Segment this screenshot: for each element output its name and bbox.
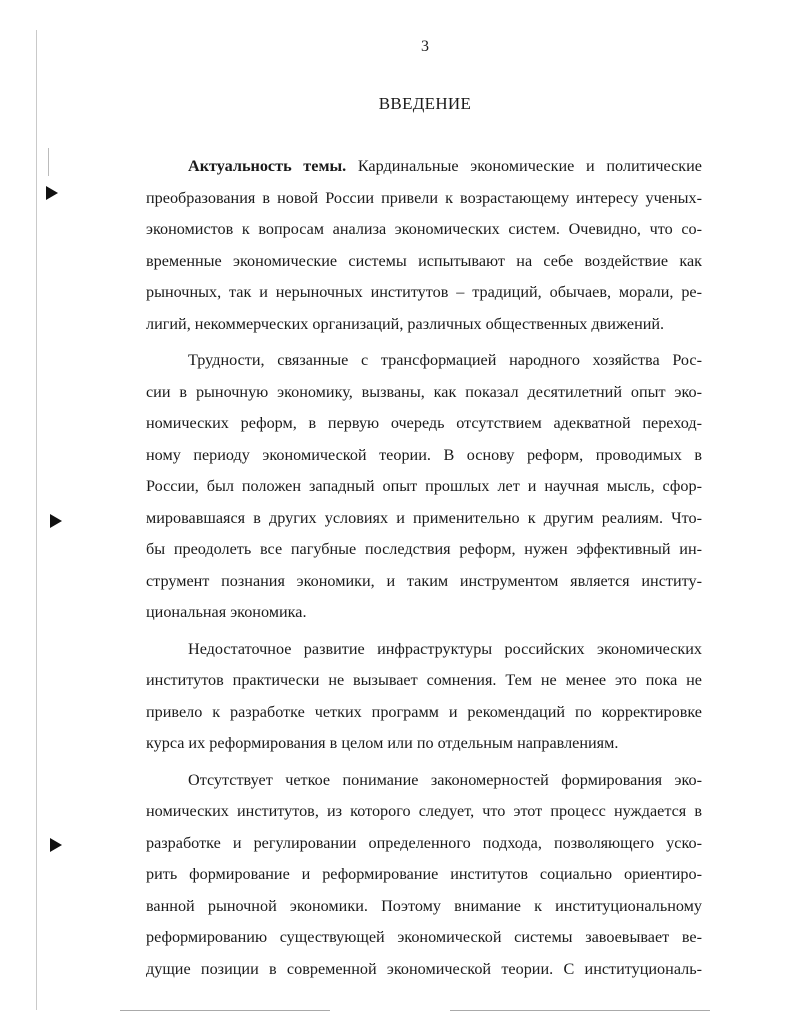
body-text	[146, 151, 702, 985]
paragraph-line: Отсутствует четкое понимание закономерностей формирования эко-	[188, 770, 702, 789]
paragraph-line: экономистов к вопросам анализа экономических систем. Очевидно, что со-	[146, 220, 702, 238]
paragraph-line: преобразования в новой России привели к возрастающему интересу ученых-	[146, 188, 702, 207]
binding-hole-marker	[46, 186, 58, 200]
page-heading: ВВЕДЕНИЕ	[378, 94, 472, 113]
section-lead: Актуальность темы.	[188, 157, 347, 175]
paragraph-line: привело к разработке четких программ и рекомендаций по корректировке	[146, 702, 702, 721]
paragraph-line: номических реформ, в первую очередь отсутствием адекватной переход-	[146, 414, 702, 432]
scan-bottom-rule	[450, 1010, 710, 1011]
paragraph-line: реформированию существующей экономической системы завоевывает ве-	[146, 928, 702, 946]
paragraph-line: струмент познания экономики, и таким инструментом является институ-	[146, 571, 702, 590]
paragraph-line: дущие позиции в современной экономической теории. С институциональ-	[146, 959, 702, 978]
binding-hole-marker	[50, 838, 62, 852]
scan-tick-mark	[48, 148, 49, 176]
paragraph-line: ному периоду экономической теории. В основу реформ, проводимых в	[146, 445, 702, 464]
paragraph-line: временные экономические системы испытывают на себе воздействие как	[146, 251, 702, 270]
paragraph-line: лигий, некоммерческих организаций, различных общественных движений.	[146, 314, 665, 333]
paragraph-line: мировавшаяся в других условиях и применительно к другим реалиям. Что-	[146, 508, 702, 527]
paragraph-line: курса их реформирования в целом или по отдельным направлениям.	[146, 734, 619, 752]
paragraph-line: сии в рыночную экономику, вызваны, как показал десятилетний опыт эко-	[146, 382, 702, 401]
paragraph-line: Актуальность темы. Кардинальные экономические и политические	[188, 157, 702, 175]
paragraph-line: Трудности, связанные с трансформацией народного хозяйства Рос-	[188, 351, 702, 369]
paragraph-line: разработке и регулировании определенного подхода, позволяющего уско-	[146, 833, 702, 852]
paragraph-line: рыночных, так и нерыночных институтов – традиций, обычаев, морали, ре-	[146, 283, 702, 301]
paragraph-line: ванной рыночной экономики. Поэтому внимание к институциональному	[146, 896, 702, 915]
paragraph-line: Недостаточное развитие инфраструктуры российских экономических	[188, 639, 702, 658]
page-number: 3	[421, 38, 429, 55]
paragraph-line: циональная экономика.	[146, 603, 307, 621]
binding-hole-marker	[50, 514, 62, 528]
scan-margin-line	[36, 30, 37, 1010]
paragraph-line: бы преодолеть все пагубные последствия реформ, нужен эффективный ин-	[146, 540, 702, 558]
paragraph-line: рить формирование и реформирование институтов социально ориентиро-	[146, 865, 702, 883]
paragraph-line: России, был положен западный опыт прошлых лет и научная мысль, сфор-	[146, 477, 702, 495]
paragraph-line: институтов практически не вызывает сомнения. Тем не менее это пока не	[146, 671, 702, 689]
scan-bottom-rule	[120, 1010, 330, 1011]
paragraph-line: номических институтов, из которого следует, что этот процесс нуждается в	[146, 802, 702, 820]
